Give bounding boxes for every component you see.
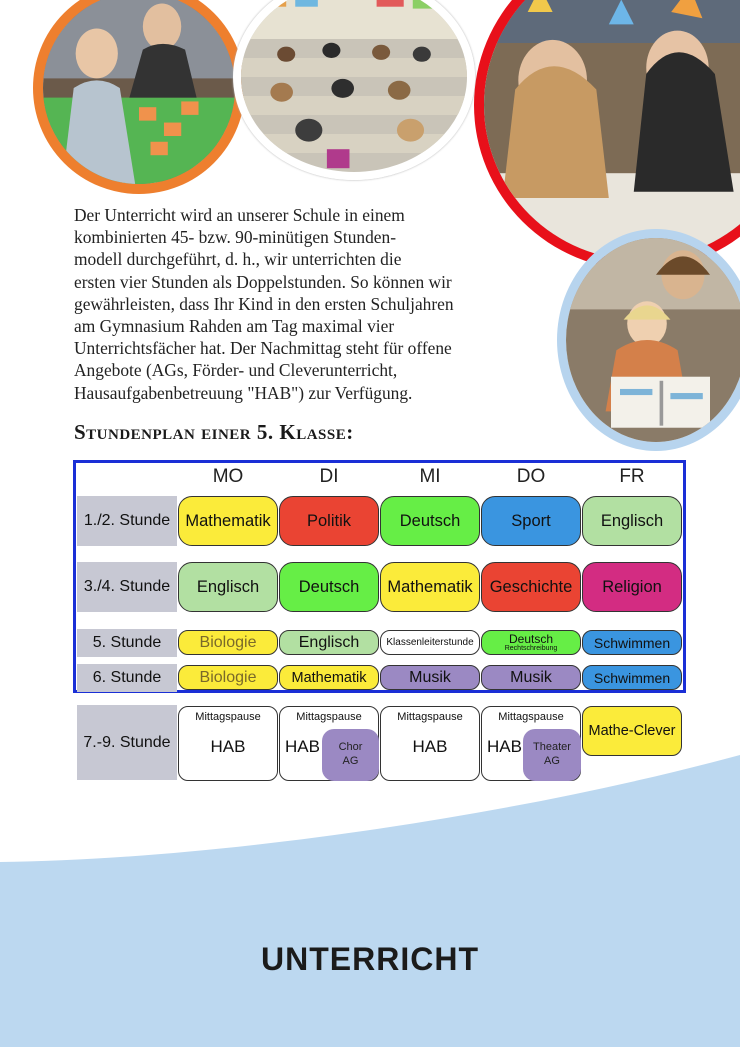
lesson-cell: Deutsch: [380, 496, 480, 546]
intro-line: gewährleisten, dass Ihr Kind in den ersten Schuljahren: [74, 293, 454, 314]
chor-ag-line: AG: [342, 755, 359, 767]
timetable-title: Stundenplan einer 5. Klasse:: [74, 420, 354, 444]
lesson-cell: Biologie: [178, 665, 278, 690]
afternoon-cell-di: [279, 706, 379, 781]
afternoon-cell-do: [481, 706, 581, 781]
lunch-break-label: Mittagspause: [397, 711, 463, 723]
lesson-cell: Politik: [279, 496, 379, 546]
lesson-cell: Musik: [481, 665, 581, 690]
chor-ag-line: Chor: [338, 741, 363, 754]
day-header-mo: MO: [212, 466, 244, 487]
lesson-cell: Mathematik: [380, 562, 480, 612]
lesson-cell: Englisch: [582, 496, 682, 546]
hab-label: HAB: [487, 737, 522, 756]
intro-line: am Gymnasium Rahden am Tag maximal vier: [74, 316, 395, 337]
lesson-name: Deutsch: [508, 632, 554, 646]
theater-ag-line: Theater: [533, 741, 571, 754]
lesson-cell: Englisch: [178, 562, 278, 612]
intro-line: ersten vier Stunden als Doppelstunden. So können wir: [74, 271, 452, 292]
lesson-cell: Schwimmen: [582, 665, 682, 690]
afternoon-cell-fr: Mathe-Clever: [582, 706, 682, 756]
lunch-break-label: Mittagspause: [498, 711, 564, 723]
period-label: 3./4. Stunde: [77, 562, 177, 612]
period-label: 5. Stunde: [77, 629, 177, 657]
intro-line: Hausaufgabenbetreuung "HAB") zur Verfügung.: [74, 382, 413, 403]
intro-line: modell durchgeführt, d. h., wir unterrichten die: [74, 249, 402, 270]
period-label: 6. Stunde: [77, 664, 177, 692]
theater-ag-line: AG: [544, 755, 560, 767]
lunch-break-label: Mittagspause: [195, 711, 261, 723]
day-header-mi: MI: [419, 466, 441, 487]
hab-label: HAB: [210, 737, 246, 756]
period-label: 7.-9. Stunde: [77, 705, 177, 780]
theater-ag-badge: [523, 729, 581, 781]
lesson-cell: Englisch: [279, 630, 379, 655]
lesson-cell: Mathematik: [279, 665, 379, 690]
afternoon-cell-mo: [178, 706, 278, 781]
day-header-fr: FR: [619, 466, 645, 487]
day-header-do: DO: [516, 466, 546, 487]
hab-label: HAB: [412, 737, 448, 756]
lesson-note: Rechtschreibung: [504, 645, 558, 652]
lesson-cell: Religion: [582, 562, 682, 612]
intro-line: Der Unterricht wird an unserer Schule in einem: [74, 205, 405, 225]
day-header-di: DI: [319, 466, 339, 487]
lunch-break-label: Mittagspause: [296, 711, 362, 723]
lesson-cell: Deutsch: [279, 562, 379, 612]
lesson-cell: Biologie: [178, 630, 278, 655]
lesson-cell: Schwimmen: [582, 630, 682, 655]
lesson-cell: Mathematik: [178, 496, 278, 546]
lesson-cell: Geschichte: [481, 562, 581, 612]
lesson-cell: Musik: [380, 665, 480, 690]
intro-paragraph: [74, 204, 544, 404]
chor-ag-badge: [322, 729, 379, 781]
lesson-cell-deutsch: [481, 630, 581, 655]
period-label: 1./2. Stunde: [77, 496, 177, 546]
intro-line: Angebote (AGs, Förder- und Cleverunterricht,: [74, 360, 398, 381]
lesson-cell: Sport: [481, 496, 581, 546]
photo-boys-reading: [557, 229, 740, 451]
afternoon-cell-mi: [380, 706, 480, 781]
intro-line: kombinierten 45- bzw. 90-minütigen Stunden-: [74, 227, 396, 248]
section-title: UNTERRICHT: [261, 941, 479, 977]
lesson-cell: Klassenleiterstunde: [380, 630, 480, 655]
intro-line: Unterrichtsfächer hat. Der Nachmittag steht für offene: [74, 338, 452, 359]
hab-label: HAB: [285, 737, 320, 756]
